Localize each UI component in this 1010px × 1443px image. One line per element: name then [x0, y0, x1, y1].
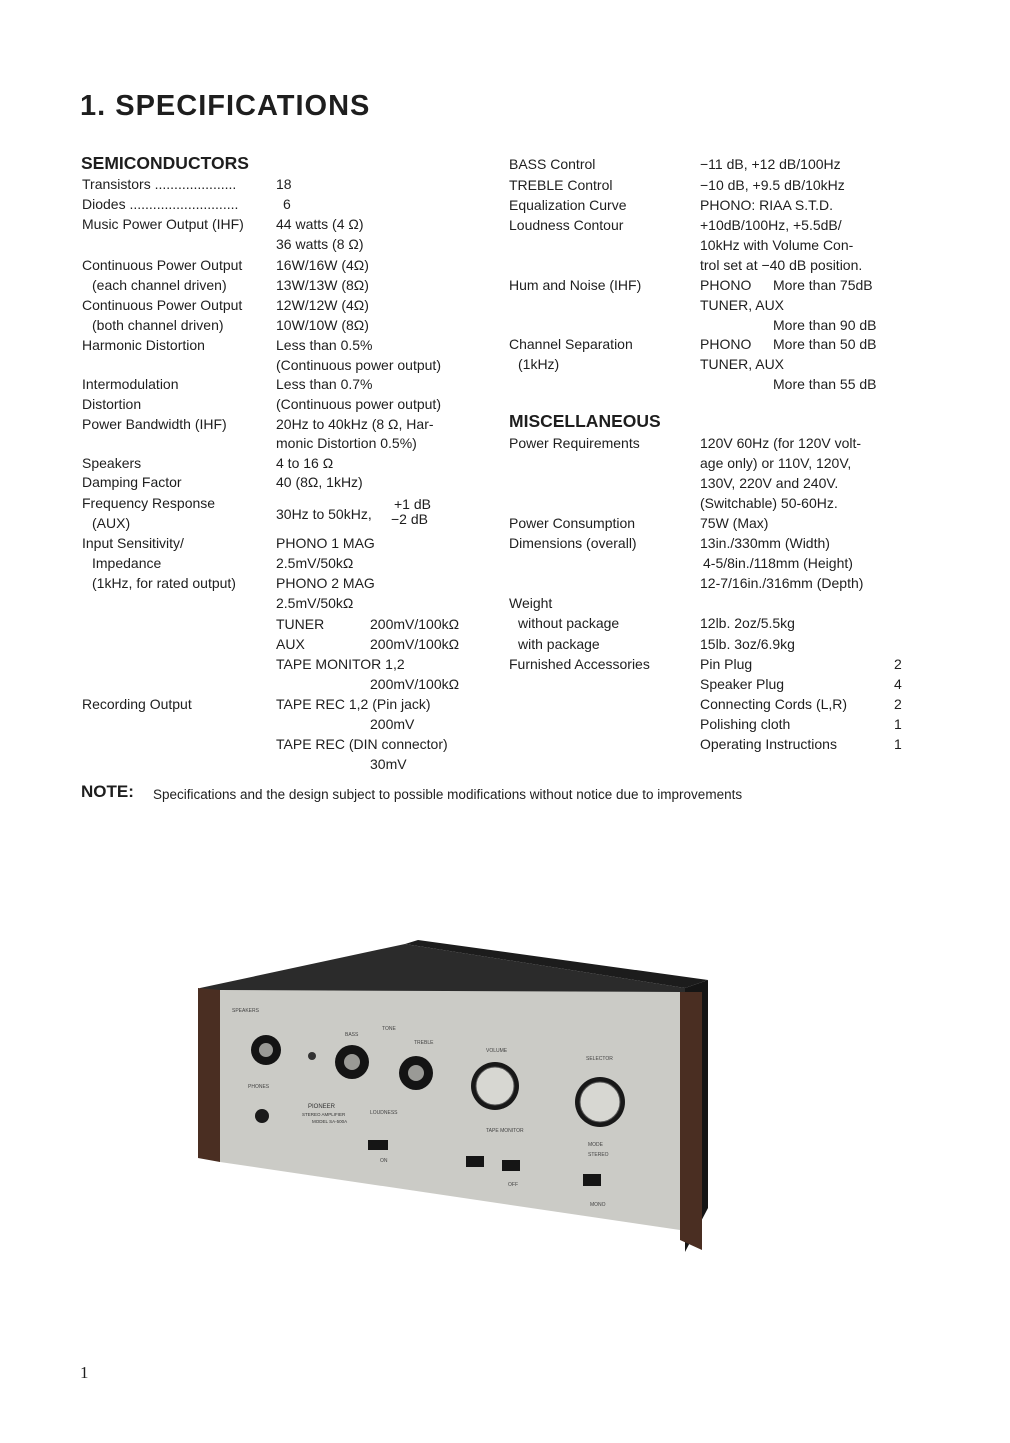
panel-phones: PHONES [248, 1084, 270, 1090]
aux-value: 200mV/100kΩ [370, 636, 460, 652]
freq-label-1: Frequency Response [82, 495, 216, 511]
loudness-label: Loudness Contour [509, 217, 624, 233]
power-req-label: Power Requirements [509, 435, 640, 451]
cont-power-2-label: Continuous Power Output [82, 297, 243, 313]
accessory-name: Speaker Plug [700, 676, 785, 692]
harmonic-value-1: Less than 0.5% [276, 337, 373, 353]
rec-value-3: TAPE REC (DIN connector) [276, 736, 448, 752]
phono1-value: 2.5mV/50kΩ [276, 555, 354, 571]
dimensions-height: 4-5/8in./118mm (Height) [703, 555, 853, 571]
misc-heading: MISCELLANEOUS [509, 411, 661, 431]
dimensions-depth: 12-7/16in./316mm (Depth) [700, 575, 864, 591]
panel-tape-monitor: TAPE MONITOR [486, 1128, 524, 1134]
speakers-label: Speakers [82, 455, 142, 471]
accessory-qty: 4 [894, 676, 902, 692]
panel-brand: PIONEER [308, 1104, 336, 1110]
hum-phono-value: More than 75dB [773, 277, 873, 293]
power-req-value-2: age only) or 110V, 120V, [700, 455, 852, 471]
intermod-label-1: Intermodulation [82, 376, 179, 392]
phono2-value: 2.5mV/50kΩ [276, 595, 354, 611]
eq-label: Equalization Curve [509, 197, 627, 213]
accessory-name: Polishing cloth [700, 716, 791, 732]
loudness-value-3: trol set at −40 dB position. [700, 257, 863, 273]
accessory-qty: 2 [894, 656, 902, 672]
harmonic-label: Harmonic Distortion [82, 337, 205, 353]
wood-end-right [680, 992, 702, 1250]
panel-off: OFF [508, 1182, 518, 1188]
accessories-label: Furnished Accessories [509, 656, 650, 672]
rec-output-label: Recording Output [82, 696, 192, 712]
cont-power-1-value-1: 16W/16W (4Ω) [276, 257, 369, 273]
diodes-label: Diodes ............................ [82, 196, 239, 212]
tape-monitor-switch-1 [466, 1156, 484, 1167]
input-label-3: (1kHz, for rated output) [92, 575, 236, 591]
accessory-qty: 2 [894, 696, 902, 712]
volume-knob [471, 1062, 519, 1110]
separation-tuner-aux-value: More than 55 dB [773, 376, 877, 392]
intermod-value-2: (Continuous power output) [276, 396, 441, 412]
freq-value: 30Hz to 50kHz, [276, 506, 372, 522]
treble-value: −10 dB, +9.5 dB/10kHz [700, 177, 845, 193]
power-indicator [308, 1052, 316, 1060]
speakers-knob [251, 1035, 281, 1065]
semiconductors-heading: SEMICONDUCTORS [81, 153, 249, 173]
intermod-value-1: Less than 0.7% [276, 376, 373, 392]
dimensions-width: 13in./330mm (Width) [700, 535, 830, 551]
hum-tuner-aux-value: More than 90 dB [773, 317, 877, 333]
accessory-name: Operating Instructions [700, 736, 837, 752]
consumption-label: Power Consumption [509, 515, 636, 531]
cont-power-1-value-2: 13W/13W (8Ω) [276, 277, 369, 293]
music-power-label: Music Power Output (IHF) [82, 216, 244, 232]
freq-minus: −2 dB [391, 511, 428, 527]
accessory-name: Pin Plug [700, 656, 753, 672]
panel-bass: BASS [345, 1032, 359, 1038]
freq-label-2: (AUX) [92, 515, 131, 531]
music-power-value-1: 44 watts (4 Ω) [276, 216, 364, 232]
harmonic-value-2: (Continuous power output) [276, 357, 441, 373]
hum-phono: PHONO [700, 277, 752, 293]
loudness-value-2: 10kHz with Volume Con- [700, 237, 854, 253]
panel-on: ON [380, 1158, 388, 1164]
weight-label: Weight [509, 595, 553, 611]
bass-value: −11 dB, +12 dB/100Hz [700, 156, 841, 172]
panel-volume: VOLUME [486, 1048, 508, 1054]
panel-mode: MODE [588, 1142, 603, 1148]
panel-speakers: SPEAKERS [232, 1008, 259, 1014]
bandwidth-label: Power Bandwidth (IHF) [82, 416, 227, 432]
phono2-label: PHONO 2 MAG [276, 575, 375, 591]
loudness-switch [368, 1140, 388, 1150]
weight-with-label: with package [518, 636, 600, 652]
tuner-value: 200mV/100kΩ [370, 616, 460, 632]
phones-jack [255, 1109, 269, 1123]
power-req-value-1: 120V 60Hz (for 120V volt- [700, 435, 862, 451]
page-number: 1 [80, 1363, 89, 1382]
note-label: NOTE: [81, 782, 134, 801]
separation-phono-value: More than 50 dB [773, 336, 877, 352]
diodes-value: 6 [283, 196, 291, 212]
consumption-value: 75W (Max) [700, 515, 769, 531]
music-power-value-2: 36 watts (8 Ω) [276, 236, 364, 252]
rec-value-1: TAPE REC 1,2 (Pin jack) [276, 696, 431, 712]
wood-end-left [198, 988, 220, 1162]
power-req-value-4: (Switchable) 50-60Hz. [700, 495, 838, 511]
weight-without-label: without package [518, 615, 620, 631]
selector-knob [575, 1077, 625, 1127]
damping-label: Damping Factor [82, 474, 182, 490]
panel-mono: MONO [590, 1202, 606, 1208]
accessory-qty: 1 [894, 716, 902, 732]
weight-with-value: 15lb. 3oz/6.9kg [700, 636, 795, 652]
damping-value: 40 (8Ω, 1kHz) [276, 474, 363, 490]
cont-power-1-label: Continuous Power Output [82, 257, 243, 273]
tape-monitor-value: 200mV/100kΩ [370, 676, 460, 692]
bandwidth-value-1: 20Hz to 40kHz (8 Ω, Har- [276, 416, 434, 432]
cont-power-2-sub: (both channel driven) [92, 317, 224, 333]
cont-power-1-sub: (each channel driven) [92, 277, 227, 293]
power-req-value-3: 130V, 220V and 240V. [700, 475, 839, 491]
bandwidth-value-2: monic Distortion 0.5%) [276, 435, 417, 451]
note-text: Specifications and the design subject to possible modifications without notice due to improvements [153, 787, 743, 802]
panel-model-line-1: STEREO AMPLIFIER [302, 1112, 346, 1117]
tuner-label: TUNER [276, 616, 325, 632]
mode-switch [583, 1174, 601, 1186]
panel-selector: SELECTOR [586, 1056, 613, 1062]
panel-stereo: STEREO [588, 1152, 609, 1158]
hum-label: Hum and Noise (IHF) [509, 277, 642, 293]
eq-value: PHONO: RIAA S.T.D. [700, 197, 834, 213]
rec-value-4: 30mV [370, 756, 407, 772]
transistors-label: Transistors ..................... [82, 176, 237, 192]
cont-power-2-value-1: 12W/12W (4Ω) [276, 297, 369, 313]
input-label-2: Impedance [92, 555, 162, 571]
page-title: 1. SPECIFICATIONS [80, 90, 371, 122]
panel-tone: TONE [382, 1026, 396, 1032]
panel-model-line-2: MODEL SA-500A [312, 1119, 348, 1124]
separation-label-2: (1kHz) [518, 356, 560, 372]
amplifier-photo [190, 940, 710, 1260]
intermod-label-2: Distortion [82, 396, 142, 412]
tape-monitor-switch-2 [502, 1160, 520, 1171]
aux-label: AUX [276, 636, 305, 652]
hum-tuner-aux: TUNER, AUX [700, 297, 785, 313]
weight-without-value: 12lb. 2oz/5.5kg [700, 615, 795, 631]
accessory-name: Connecting Cords (L,R) [700, 696, 848, 712]
freq-plus: +1 dB [394, 496, 431, 512]
accessory-qty: 1 [894, 736, 902, 752]
panel-treble: TREBLE [414, 1040, 434, 1046]
transistors-value: 18 [276, 176, 292, 192]
tape-monitor-label: TAPE MONITOR 1,2 [276, 656, 405, 672]
separation-tuner-aux: TUNER, AUX [700, 356, 785, 372]
bass-knob [335, 1045, 369, 1079]
cont-power-2-value-2: 10W/10W (8Ω) [276, 317, 369, 333]
separation-label-1: Channel Separation [509, 336, 633, 352]
dimensions-label: Dimensions (overall) [509, 535, 637, 551]
rec-value-2: 200mV [370, 716, 415, 732]
speakers-value: 4 to 16 Ω [276, 455, 334, 471]
loudness-value-1: +10dB/100Hz, +5.5dB/ [700, 217, 842, 233]
bass-label: BASS Control [509, 156, 596, 172]
input-label-1: Input Sensitivity/ [82, 535, 184, 551]
phono1-label: PHONO 1 MAG [276, 535, 375, 551]
treble-knob [399, 1056, 433, 1090]
separation-phono: PHONO [700, 336, 752, 352]
treble-label: TREBLE Control [509, 177, 613, 193]
panel-loudness: LOUDNESS [370, 1110, 398, 1116]
